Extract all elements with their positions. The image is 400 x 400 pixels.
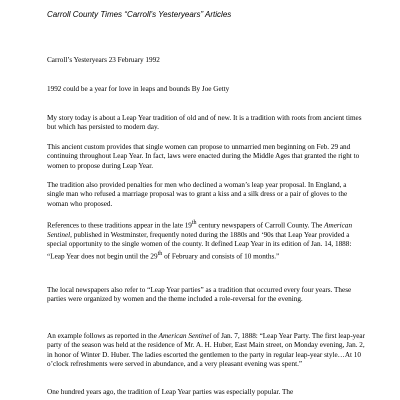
newspaper-name: American Sentinel [47, 221, 353, 239]
paragraph-7: One hundred years ago, the tradition of Leap Year parties was especially popular. The [47, 388, 294, 396]
paragraph-6 [47, 332, 365, 370]
article-byline: By Joe Getty [191, 85, 230, 93]
paragraph-6-text-b: of Jan. 7, 1888: “Leap Year Party. The first leap-year party of the season was held at the residence of Mr. A. H. Huber, East Main street, on Monday evening, Jan. 2, in honor of Winter D. Huber. The ladies escorted the gentlemen to the party in regular leap-year style…At 10 o’clock refreshments were served in abundance, and a very pleasant evening was spent.” [47, 332, 365, 369]
paragraph-3: The tradition also provided penalties for men who declined a woman’s leap year proposal. In England, a single man who refused a marriage proposal was to grant a kiss and a silk dress or a pair of gloves to the woman who proposed. [47, 181, 348, 208]
paragraph-5: The local newspapers also refer to “Leap Year parties” as a tradition that occurred every four years. These parties were organized by women and the theme included a role-reversal for the evening. [47, 286, 352, 304]
paragraph-4-text-c: , published in Westminster, frequently noted during the 1880s and ‘90s that Leap Year provided a special opportunity to the single women of the county. It defined Leap Year in its edition of Jan. 14, 1888: “Leap Year does not begin until the 29 [47, 230, 352, 260]
paragraph-4-superscript-a: th [191, 220, 197, 226]
article-heading [47, 85, 365, 94]
page-header: Carroll County Times “Carroll’s Yesteryears” Articles [47, 10, 232, 19]
paragraph-4 [47, 219, 365, 261]
paragraph-4-superscript-c: th [157, 250, 163, 257]
paragraph-4-text-b: century newspapers of Carroll County. The [196, 221, 325, 230]
newspaper-name: American Sentinel [158, 332, 212, 340]
paragraph-4-text-d: of February and consists of 10 months.” [162, 252, 280, 260]
paragraph-6-text-a: An example follows as reported in the [47, 332, 159, 340]
article-headline: 1992 could be a year for love in leaps and bounds [47, 85, 190, 93]
paragraph-4-text-a: References to these traditions appear in the late 19 [47, 221, 192, 230]
publication-date: 23 February 1992 [108, 56, 160, 64]
column-name: Carroll’s Yesteryears [47, 56, 107, 64]
article-meta [47, 56, 365, 65]
paragraph-2: This ancient custom provides that single women can propose to unmarried men beginning on Feb. 29 and continuing throughout Leap Year. In fact, laws were enacted during the Middle Ages that granted the right to women to propose during Leap Year. [47, 143, 360, 170]
paragraph-1: My story today is about a Leap Year tradition of old and of new. It is a tradition with roots from ancient times but which has persisted to modern day. [47, 114, 362, 132]
